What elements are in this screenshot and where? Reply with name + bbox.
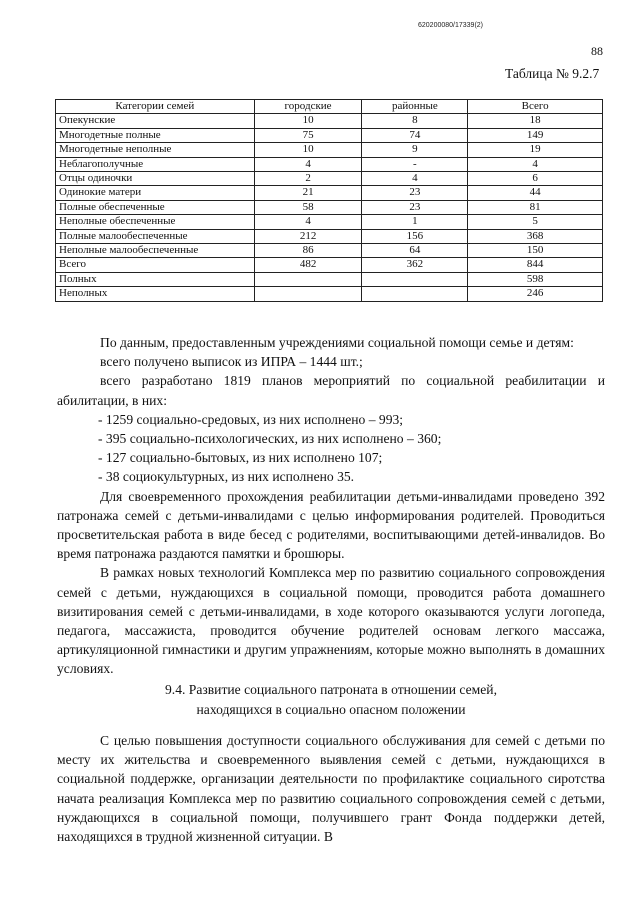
list-item: - 1259 социально-средовых, из них исполнено – 993; xyxy=(98,411,404,427)
cell-total: 44 xyxy=(468,186,603,200)
cell-district: 64 xyxy=(362,244,468,258)
cell-total: 18 xyxy=(468,114,603,128)
header-category: Категории семей xyxy=(56,100,255,114)
cell-category: Полные малообеспеченные xyxy=(56,229,255,243)
cell-urban: 482 xyxy=(254,258,362,272)
section-paragraph: С целью повышения доступности социального обслуживания для семей с детьми по месту их жительства и своевременного выявления семей с детьми, нуждающихся в социальной поддержке, организации деятельности по профилактике социального сиротства начата реализация Комплекса мер по развитию социального сопровождения семей с детьми, нуждающихся в социальной помощи, получившего грант Фонда поддержки детей, находящихся в трудной жизненной ситуации. В xyxy=(57,733,605,845)
cell-category: Полных xyxy=(56,272,255,286)
cell-total: 5 xyxy=(468,215,603,229)
paragraph-home-visits: В рамках новых технологий Комплекса мер по развитию социального сопровождения семей с детьми, нуждающихся в социальной помощи, проводится работа домашнего визитирования семей с детьми-инвалидами, в ходе которого оказываются услуги логопеда, педагога, массажиста, проводится обучение родителей основам легкого массажа, артикуляционной гимнастики и другим упражнениям, которые можно выполнять в домашних условиях. xyxy=(57,565,605,677)
cell-total: 81 xyxy=(468,200,603,214)
cell-urban: 75 xyxy=(254,128,362,142)
family-categories-table xyxy=(55,99,603,302)
cell-category: Неполные обеспеченные xyxy=(56,215,255,229)
cell-total: 844 xyxy=(468,258,603,272)
cell-category: Многодетные полные xyxy=(56,128,255,142)
cell-urban: 21 xyxy=(254,186,362,200)
cell-category: Многодетные неполные xyxy=(56,143,255,157)
cell-urban: 2 xyxy=(254,172,362,186)
header-total: Всего xyxy=(468,100,603,114)
section-title-line-1: 9.4. Развитие социального патроната в отношении семей, xyxy=(165,682,497,697)
cell-total: 368 xyxy=(468,229,603,243)
paragraph-patronage: Для своевременного прохождения реабилитации детьми-инвалидами проведено 392 патронажа семей с детьми-инвалидами с целью информирования родителей. Проводиться просветительская работа в виде бесед с родителями, воспитывающими детей-инвалидов. Во время патронажа раздаются памятки и брошюры. xyxy=(57,488,605,562)
paragraph-intro: По данным, предоставленным учреждениями социальной помощи семье и детям: xyxy=(100,335,574,350)
header-district: районные xyxy=(362,100,468,114)
cell-category: Всего xyxy=(56,258,255,272)
table-row xyxy=(56,215,603,229)
table-row xyxy=(56,114,603,128)
table-body xyxy=(56,114,603,301)
cell-total: 598 xyxy=(468,272,603,286)
table-row xyxy=(56,244,603,258)
table-row xyxy=(56,143,603,157)
table-row xyxy=(56,186,603,200)
table-row xyxy=(56,258,603,272)
cell-district: 8 xyxy=(362,114,468,128)
paragraph-ipra: всего получено выписок из ИПРА – 1444 шт.; xyxy=(100,354,363,370)
cell-urban: 4 xyxy=(254,215,362,229)
cell-total: 149 xyxy=(468,128,603,142)
cell-urban: 58 xyxy=(254,200,362,214)
cell-category: Неполные малообеспеченные xyxy=(56,244,255,258)
cell-district: 362 xyxy=(362,258,468,272)
cell-category: Отцы одиночки xyxy=(56,172,255,186)
cell-urban xyxy=(254,272,362,286)
table-row xyxy=(56,128,603,142)
table-row xyxy=(56,272,603,286)
main-text-block xyxy=(57,333,605,679)
table-row xyxy=(56,287,603,301)
table-caption: Таблица № 9.2.7 xyxy=(505,66,600,81)
paragraph-plans: всего разработано 1819 планов мероприятий по социальной реабилитации и абилитации, в них: xyxy=(57,373,605,408)
list-item: - 38 социокультурных, из них исполнено 35. xyxy=(98,469,355,485)
cell-district: - xyxy=(362,157,468,171)
cell-total: 4 xyxy=(468,157,603,171)
section-title-line-2: находящихся в социально опасном положении xyxy=(196,701,466,717)
cell-category: Неполных xyxy=(56,287,255,301)
cell-urban: 4 xyxy=(254,157,362,171)
cell-district xyxy=(362,272,468,286)
cell-total: 6 xyxy=(468,172,603,186)
cell-district: 156 xyxy=(362,229,468,243)
cell-category: Опекунские xyxy=(56,114,255,128)
cell-district: 1 xyxy=(362,215,468,229)
cell-urban: 212 xyxy=(254,229,362,243)
table-row xyxy=(56,157,603,171)
table-header-row xyxy=(56,100,603,114)
cell-urban: 10 xyxy=(254,114,362,128)
page-number: 88 xyxy=(591,44,603,58)
list-item: - 127 социально-бытовых, из них исполнено 107; xyxy=(98,450,383,466)
cell-category: Полные обеспеченные xyxy=(56,200,255,214)
table-row xyxy=(56,172,603,186)
section-title xyxy=(57,680,605,719)
cell-district: 23 xyxy=(362,200,468,214)
cell-total: 150 xyxy=(468,244,603,258)
cell-district: 4 xyxy=(362,172,468,186)
cell-total: 246 xyxy=(468,287,603,301)
table-row xyxy=(56,200,603,214)
cell-urban: 10 xyxy=(254,143,362,157)
cell-district: 74 xyxy=(362,128,468,142)
cell-category: Одинокие матери xyxy=(56,186,255,200)
cell-urban xyxy=(254,287,362,301)
section-text-block xyxy=(57,731,605,846)
cell-category: Неблагополучные xyxy=(56,157,255,171)
list-item: - 395 социально-психологических, из них исполнено – 360; xyxy=(98,431,442,447)
cell-district: 9 xyxy=(362,143,468,157)
cell-district: 23 xyxy=(362,186,468,200)
header-urban: городские xyxy=(254,100,362,114)
cell-urban: 86 xyxy=(254,244,362,258)
cell-district xyxy=(362,287,468,301)
table-row xyxy=(56,229,603,243)
document-id: 620200080/17339(2) xyxy=(418,22,484,29)
cell-total: 19 xyxy=(468,143,603,157)
